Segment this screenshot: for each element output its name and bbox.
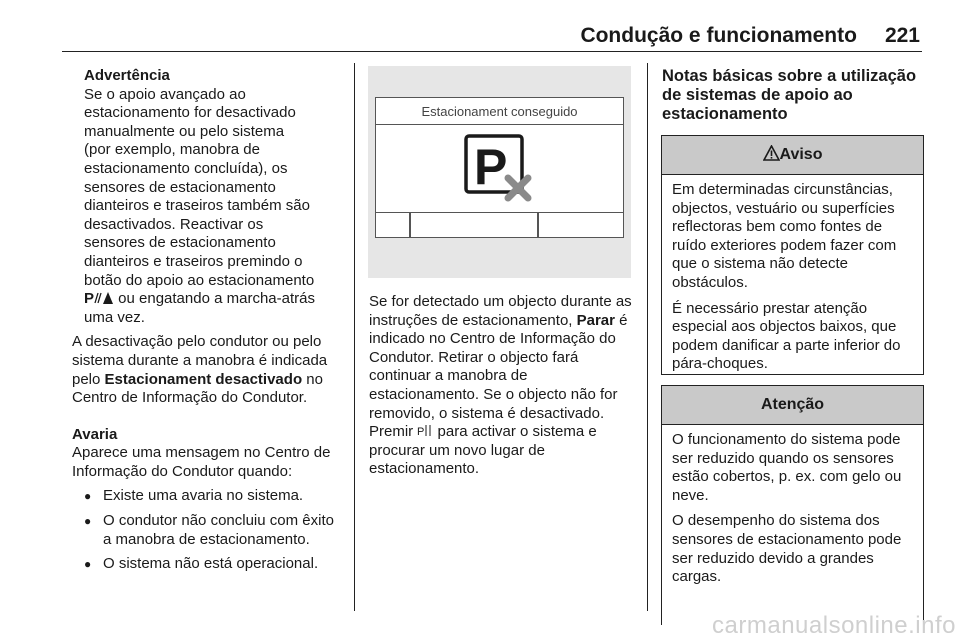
object-detected-paragraph <box>369 293 637 479</box>
paragraph-text: para activar o sistema e procurar um novo lugar de estacionamento. <box>369 423 597 478</box>
warning-line: desactivados. Reactivar os <box>84 215 264 233</box>
warning-line: (por exemplo, manobra de <box>84 141 260 159</box>
fault-intro: Aparece uma mensagem no Centro de Informação do Condutor quando: <box>72 444 331 480</box>
atencao-paragraph: O desempenho do sistema dos sensores de estacionamento pode ser reduzido devido a grandes cargas. <box>672 512 902 586</box>
section-heading: Notas básicas sobre a utilização de sistemas de apoio ao estacionamento <box>662 67 917 123</box>
warning-last-line: ou engatando a marcha-atrás <box>118 290 315 308</box>
watermark: carmanualsonline.info <box>712 612 956 639</box>
warning-triangle-icon <box>763 145 780 161</box>
svg-text:P: P <box>417 426 425 438</box>
column-2-text <box>369 293 637 479</box>
page-header <box>580 24 920 48</box>
aviso-paragraph: Em determinadas circunstâncias, objectos, vestuário ou superfícies reflectoras bem como fontes de ruído exteriores podem fazer com que o sistema não detecte obstáculos. <box>672 181 897 291</box>
list-item: ● O condutor não concluiu com êxito a manobra de estacionamento. <box>72 512 346 549</box>
atencao-body <box>662 425 923 587</box>
warning-title: Advertência <box>84 67 170 84</box>
warning-line: estacionamento for desactivado <box>84 104 296 122</box>
list-item: ● Existe uma avaria no sistema. <box>72 487 346 506</box>
svg-text:P: P <box>474 139 508 195</box>
column-3 <box>662 67 924 124</box>
warning-line: sensores de estacionamento <box>84 178 276 196</box>
info-display-screen <box>375 97 624 238</box>
page-number: 221 <box>884 24 920 47</box>
warning-line: dianteiros e traseiros premindo o <box>84 252 303 270</box>
deactivation-paragraph <box>72 333 346 407</box>
column-divider-1 <box>354 63 355 611</box>
paragraph-text: Se for detectado um objecto durante as instruções de estacionamento, <box>369 293 632 329</box>
aviso-paragraph: É necessário prestar atenção especial aos objectos baixos, que podem danificar a parte inferior do pára-choques. <box>672 299 901 373</box>
warning-line: dianteiros e traseiros também são <box>84 197 310 215</box>
column-1 <box>74 67 346 574</box>
paragraph-bold: Estacionament desactivado <box>104 370 303 388</box>
screen-bottom-bar <box>376 212 623 237</box>
atencao-box <box>661 385 924 625</box>
warning-line: estacionamento concluída), os <box>84 159 288 177</box>
screen-divider <box>537 213 539 237</box>
aviso-header <box>662 136 923 175</box>
paragraph-text: A desactivação pelo condutor ou pelo sistema durante a manobra é indicada pelo <box>72 333 328 388</box>
atencao-paragraph: O funcionamento do sistema pode ser reduzido quando os sensores estão cobertos, p. ex. com gelo ou neve. <box>672 431 902 504</box>
park-assist-button-icon <box>84 290 114 305</box>
svg-text:P: P <box>84 290 95 306</box>
warning-line: botão do apoio ao estacionamento <box>84 271 315 289</box>
aviso-box <box>661 135 924 375</box>
aviso-title: Aviso <box>779 146 823 163</box>
warning-line: Se o apoio avançado ao <box>84 85 246 103</box>
aviso-body <box>662 175 923 374</box>
paragraph-bold: Parar <box>576 311 615 329</box>
section-title: Condução e funcionamento <box>580 24 857 47</box>
list-item: ● O sistema não está operacional. <box>72 555 346 574</box>
warning-line: manualmente ou pelo sistema <box>84 122 285 140</box>
warning-block <box>74 67 346 327</box>
header-rule <box>62 51 922 52</box>
parking-cross-icon <box>464 134 534 206</box>
screen-divider <box>409 213 411 237</box>
atencao-header: Atenção <box>662 386 923 425</box>
warning-line: uma vez. <box>84 308 145 326</box>
screen-title: Estacionament conseguido <box>376 100 623 125</box>
paragraph-text: é indicado no Centro de Informação do Condutor. Retirar o objecto fará continuar a manobra de estacionamento. Se o objecto não for removido, o sistema é desactivado. Premir <box>369 311 628 441</box>
fault-list <box>72 487 346 573</box>
paragraph-text: no Centro de Informação do Condutor. <box>72 370 323 407</box>
column-divider-2 <box>647 63 648 611</box>
display-figure <box>368 66 631 278</box>
warning-line: sensores de estacionamento <box>84 234 276 252</box>
warning-line <box>84 290 346 309</box>
fault-heading: Avaria <box>72 425 118 443</box>
park-assist-button-icon <box>417 424 433 437</box>
